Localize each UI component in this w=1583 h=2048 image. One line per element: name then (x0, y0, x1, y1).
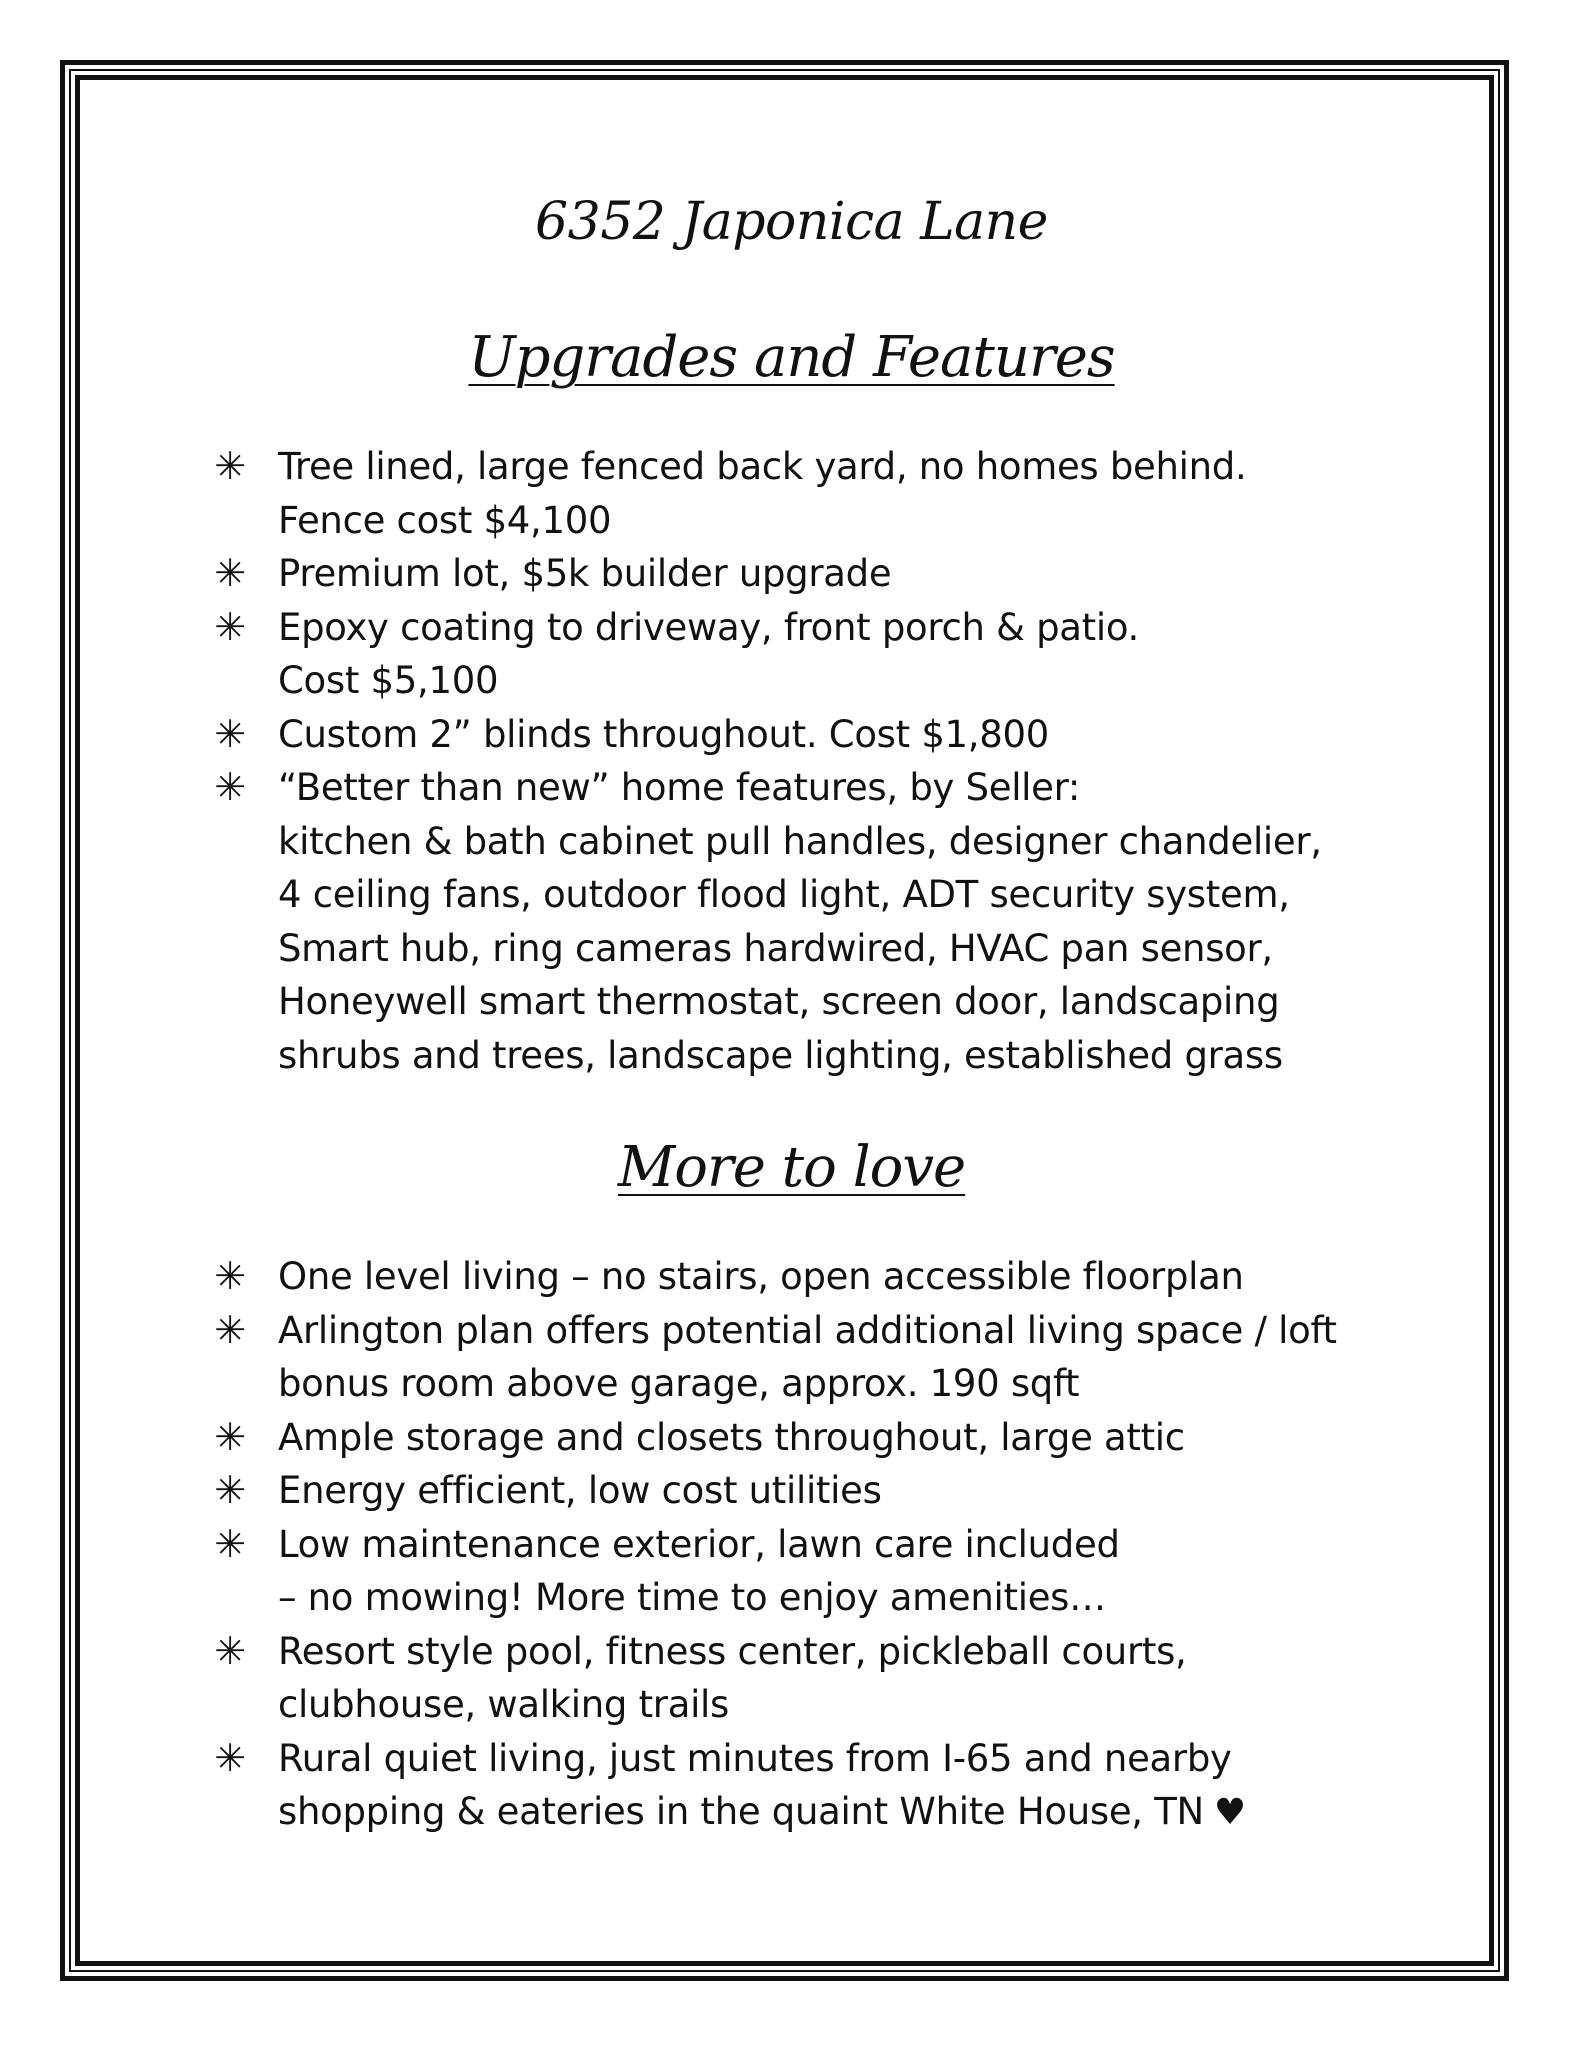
item-line: Fence cost $4,100 (278, 498, 612, 542)
item-line: Energy efficient, low cost utilities (278, 1469, 882, 1512)
list-item (210, 440, 1390, 547)
more-to-love-list (210, 1250, 1390, 1840)
list-item (210, 1304, 1390, 1411)
list-item (210, 761, 1390, 1082)
list-item (210, 1250, 1390, 1304)
list-item (210, 547, 1390, 601)
item-line: kitchen & bath cabinet pull handles, designer chandelier, (278, 819, 1322, 863)
list-item (210, 1518, 1390, 1625)
asterisk-bullet-icon: ✳ (214, 444, 246, 488)
item-line (278, 1785, 1390, 1840)
asterisk-bullet-icon: ✳ (214, 1468, 246, 1512)
item-line: Ample storage and closets throughout, large attic (278, 1415, 1185, 1459)
item-line: clubhouse, walking trails (278, 1683, 730, 1726)
item-line: Epoxy coating to driveway, front porch & patio. (278, 605, 1140, 649)
item-line: “Better than new” home features, by Seller: (278, 766, 1081, 809)
item-line: Custom 2” blinds throughout. Cost $1,800 (278, 712, 1049, 756)
asterisk-bullet-icon: ✳ (214, 1414, 246, 1459)
asterisk-bullet-icon: ✳ (214, 551, 246, 595)
asterisk-bullet-icon: ✳ (214, 1735, 246, 1780)
heart-icon: ♥ (1213, 1792, 1246, 1833)
asterisk-bullet-icon: ✳ (214, 1628, 246, 1673)
list-item (210, 708, 1390, 762)
item-line: bonus room above garage, approx. 190 sqft (278, 1362, 1080, 1405)
item-line: Premium lot, $5k builder upgrade (278, 552, 892, 595)
item-line: shrubs and trees, landscape lighting, established grass (278, 1033, 1283, 1077)
asterisk-bullet-icon: ✳ (214, 765, 246, 809)
list-item (210, 1464, 1390, 1518)
asterisk-bullet-icon: ✳ (214, 1521, 246, 1566)
property-address: 6352 Japonica Lane (535, 192, 1048, 252)
upgrades-list (210, 440, 1390, 1082)
item-line: Resort style pool, fitness center, pickleball courts, (278, 1629, 1187, 1673)
section-heading-upgrades: Upgrades and Features (468, 325, 1115, 390)
list-item (210, 1625, 1390, 1732)
asterisk-bullet-icon: ✳ (214, 1254, 246, 1298)
item-line-text: shopping & eateries in the quaint White House, TN (278, 1790, 1204, 1833)
item-line: One level living – no stairs, open accessible floorplan (278, 1255, 1244, 1298)
section-heading-more-to-love: More to love (617, 1135, 966, 1200)
asterisk-bullet-icon: ✳ (214, 1307, 246, 1352)
item-line: – no mowing! More time to enjoy amenities… (278, 1576, 1106, 1619)
item-line: Low maintenance exterior, lawn care included (278, 1522, 1120, 1566)
item-line: Tree lined, large fenced back yard, no homes behind. (278, 445, 1247, 488)
item-line: 4 ceiling fans, outdoor flood light, ADT security system, (278, 873, 1290, 916)
item-line: Rural quiet living, just minutes from I-65 and nearby (278, 1736, 1232, 1780)
list-item (210, 601, 1390, 708)
list-item (210, 1411, 1390, 1465)
item-line: Cost $5,100 (278, 659, 499, 702)
item-line: Honeywell smart thermostat, screen door, landscaping (278, 980, 1280, 1023)
asterisk-bullet-icon: ✳ (214, 604, 246, 649)
item-line: Arlington plan offers potential additional living space / loft (278, 1308, 1337, 1352)
item-line: Smart hub, ring cameras hardwired, HVAC pan sensor, (278, 926, 1273, 970)
asterisk-bullet-icon: ✳ (214, 711, 246, 756)
list-item (210, 1732, 1390, 1840)
